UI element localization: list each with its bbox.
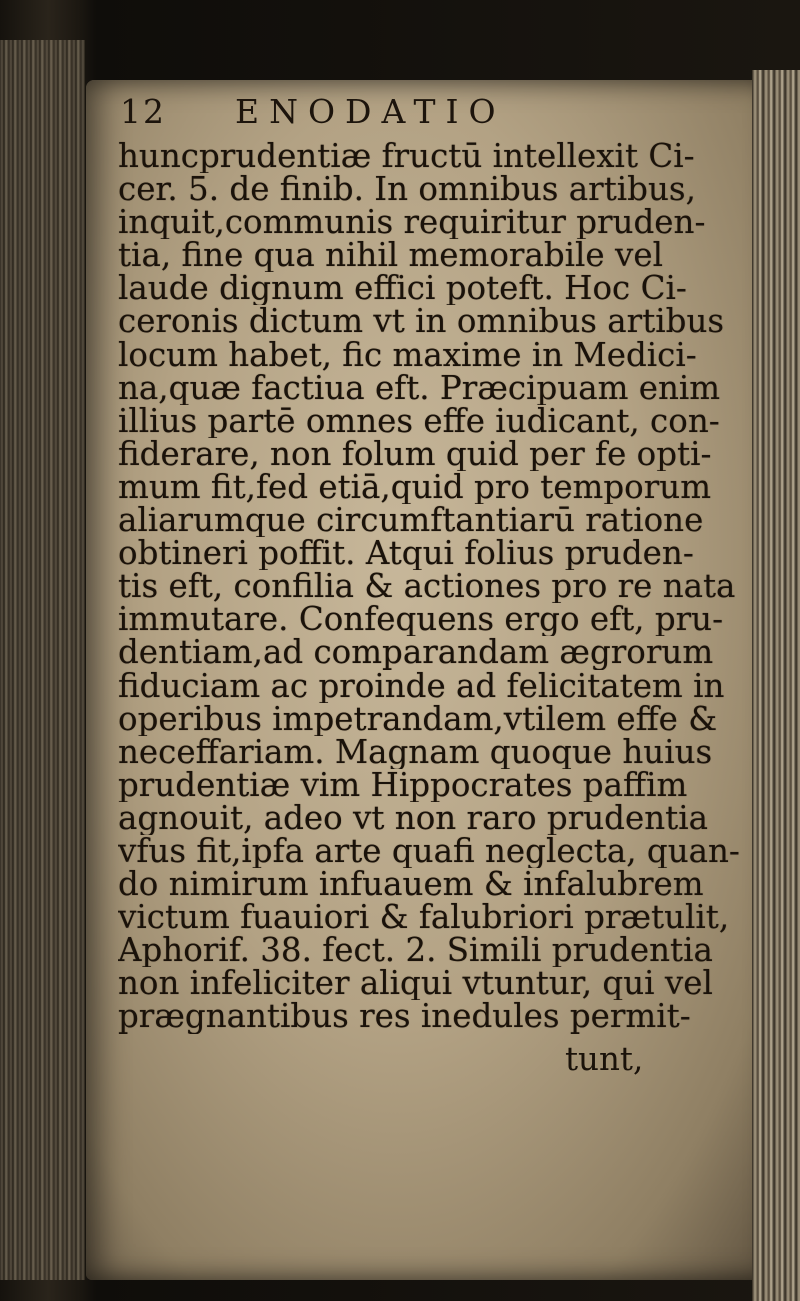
text-line: neceffariam. Magnam quoque huius — [118, 735, 713, 769]
page-header — [120, 92, 740, 138]
text-line: dentiam,ad comparandam ægrorum — [118, 636, 714, 670]
text-line: vfus fit,ipfa arte quafi neglecta, quan- — [118, 834, 740, 869]
catchword: tunt, — [565, 1040, 644, 1078]
text-line: immutare. Confequens ergo eft, pru- — [118, 603, 724, 637]
page-number: 12 — [120, 92, 166, 131]
running-head: ENODATIO — [235, 92, 506, 131]
text-line: tis eft, confilia & actiones pro re nata — [118, 570, 736, 604]
text-line: inquit,communis requiritur pruden- — [118, 206, 706, 240]
text-line: mum fit,fed etiā,quid pro temporum — [118, 470, 712, 505]
text-line: prudentiæ vim Hippocrates paffim — [118, 768, 688, 802]
text-line: agnouit, adeo vt non raro prudentia — [118, 801, 708, 835]
text-line: prægnantibus res inedules permit- — [118, 1000, 691, 1034]
page-edges-left — [0, 40, 85, 1280]
page-edges-right — [752, 70, 800, 1301]
text-line: na,quæ factiua eft. Præcipuam enim — [118, 371, 721, 405]
body-text — [118, 140, 758, 1034]
text-line: huncprudentiæ fructū intellexit Ci- — [118, 140, 695, 174]
text-line: Aphorif. 38. fect. 2. Simili prudentia — [118, 934, 713, 968]
text-line: victum fuauiori & falubriori prætulit, — [118, 901, 730, 935]
text-line: operibus impetrandam,vtilem effe & — [118, 702, 718, 736]
text-line: non infeliciter aliqui vtuntur, qui vel — [118, 967, 713, 1001]
text-line: obtineri poffit. Atqui folius pruden- — [118, 537, 694, 571]
text-line: do nimirum infuauem & infalubrem — [118, 868, 704, 902]
text-line: locum habet, fic maxime in Medici- — [118, 338, 697, 372]
text-line: laude dignum effici poteft. Hoc Ci- — [118, 272, 687, 306]
text-line: fiduciam ac proinde ad felicitatem in — [118, 669, 725, 703]
text-line: illius partē omnes effe iudicant, con- — [118, 404, 720, 438]
text-line: fiderare, non folum quid per fe opti- — [118, 437, 712, 471]
text-line: cer. 5. de finib. In omnibus artibus, — [118, 173, 696, 207]
text-line: aliarumque circumftantiarū ratione — [118, 504, 704, 538]
text-line: tia, fine qua nihil memorabile vel — [118, 239, 663, 273]
text-line: ceronis dictum vt in omnibus artibus — [118, 305, 725, 339]
